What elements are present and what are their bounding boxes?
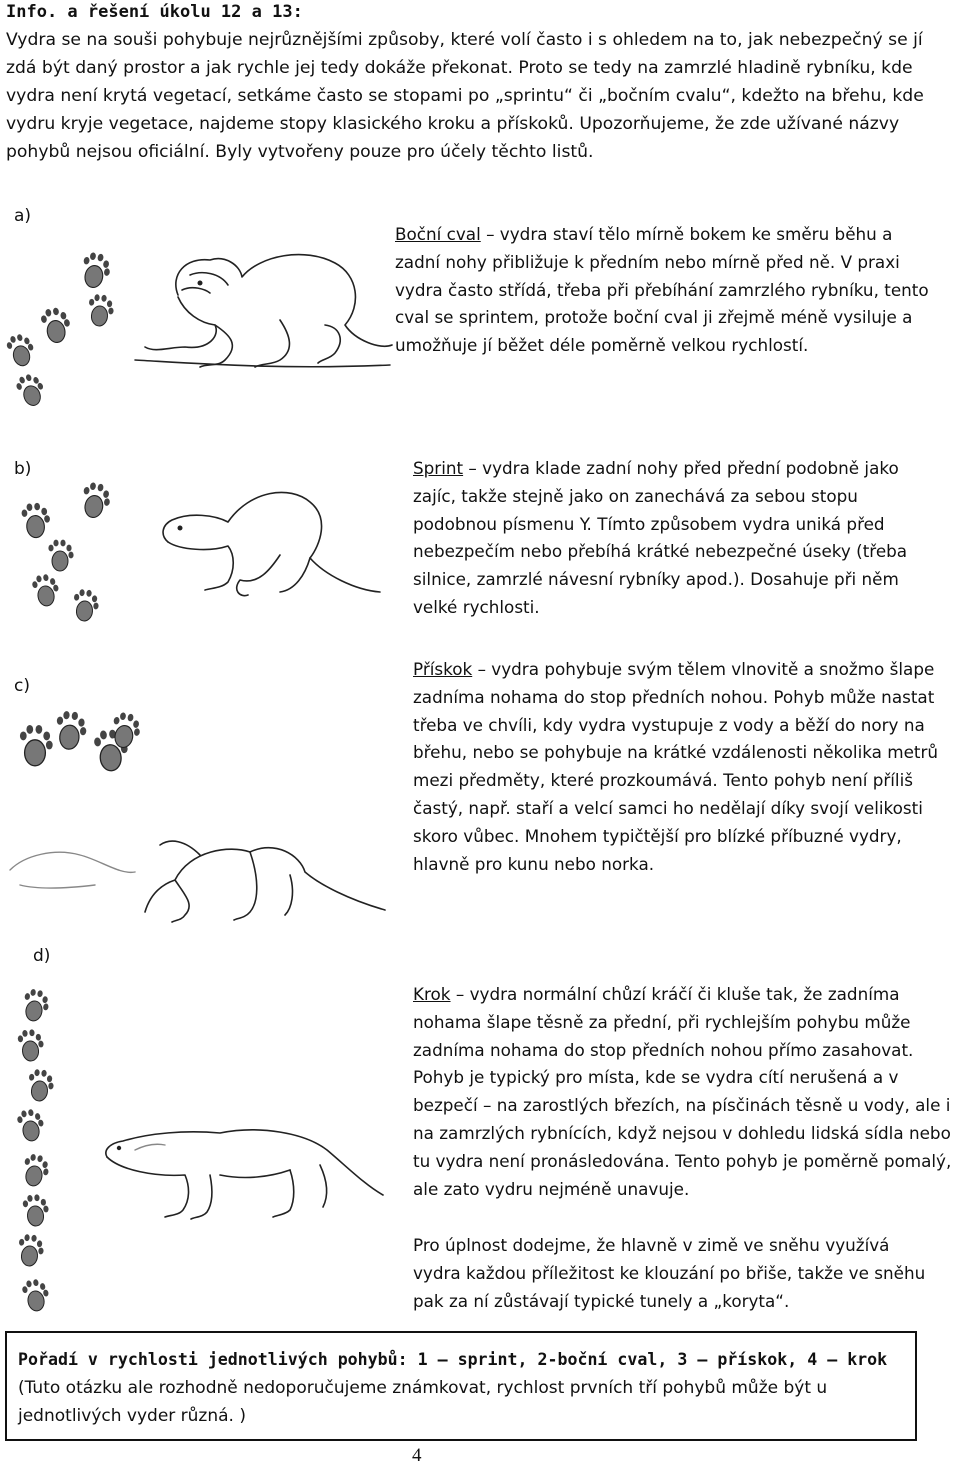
footprint-mark: [31, 572, 61, 607]
section-c-term: Přískok: [413, 659, 473, 679]
footprint-mark: [22, 1193, 50, 1226]
section-d-label: d): [33, 946, 51, 966]
footprint-mark: [79, 251, 112, 290]
footprint-mark: [39, 306, 72, 345]
footprint-mark: [87, 294, 115, 327]
footprint-mark: [16, 1107, 46, 1142]
footprint-mark: [21, 1277, 51, 1312]
intro-heading: Info. a řešení úkolu 12 a 13:: [6, 2, 303, 22]
otter-bounding-illustration: [0, 800, 390, 935]
footprint-mark: [54, 710, 87, 750]
section-d-text: – vydra normální chůzí kráčí či kluše tak, že zadníma nohama šlape těsně za přední, při rychlejším pohybu může zadníma nohama do stop předních nohou přímo zasahovat. Pohyb je typický pro místa, kde se vydra cítí nerušená a v bezpečí – na zarostlých březích, na písčinách těsně u vody, ale i na zamrzlých rybnících, když nejsou v dohledu lidská sídla nebo tu vydra není pronásledována. Tento pohyb je poměrně pomalý, ale zato vydru nejméně unavuje.: [413, 984, 952, 1199]
otter-sprint-illustration: [140, 480, 380, 615]
otter-walk-illustration: [95, 1115, 385, 1225]
footprint-mark: [21, 1153, 51, 1188]
footprint-mark: [17, 1234, 45, 1267]
footprint-mark: [14, 371, 48, 409]
footprint-mark: [5, 332, 37, 369]
intro-paragraph: Vydra se na souši pohybuje nejrůznějšími způsoby, které volí často i s ohledem na to, jak nebezpečný se jí zdá být daný prostor a jak rychle jej tedy dokáže překonat. Proto se tedy na zamrzlé hladině rybníku, kde vydra není krytá vegetací, setkáme často se stopami po „sprintu“ či „bočním cvalu“, kdežto na břehu, kde vydru kryje vegetace, najdeme stopy klasického kroku a přískoků. Upozorňujeme, že zde užívané názvy pohybů nejsou oficiální. Byly vytvořeny pouze pro účely těchto listů.: [6, 30, 924, 162]
footprint-mark: [109, 711, 142, 750]
otter-lateral-gallop-illustration: [130, 235, 390, 385]
summary-note: (Tuto otázku ale rozhodně nedoporučujeme známkovat, rychlost prvních tří pohybů může být u jednotlivých vyder různá. ): [18, 1378, 828, 1426]
footprints-b-illustration: [10, 480, 125, 630]
section-a-label: a): [14, 206, 32, 226]
page-number: 4: [412, 1445, 422, 1466]
summary-box: [5, 1331, 917, 1441]
section-b-label: b): [14, 459, 32, 479]
footprint-mark: [72, 589, 100, 622]
footprint-mark: [17, 1028, 45, 1061]
footprint-mark: [20, 725, 53, 766]
extra-note: Pro úplnost dodejme, že hlavně v zimě ve sněhu využívá vydra každou příležitost ke klouzání po břiše, takže ve sněhu pak za ní zůstávají typické tunely a „koryta“.: [413, 1235, 926, 1311]
section-b-description: [413, 455, 943, 622]
footprint-mark: [79, 481, 112, 520]
footprints-c-illustration: [15, 705, 140, 795]
section-d-term: Krok: [413, 984, 451, 1004]
summary-ranking: Pořadí v rychlosti jednotlivých pohybů: 1 – sprint, 2-boční cval, 3 – přískok, 4 – krok: [18, 1350, 888, 1369]
section-d-description: [413, 981, 958, 1203]
footprints-d-illustration: [5, 985, 65, 1325]
section-c-text: – vydra pohybuje svým tělem vlnovitě a snožmo šlape zadníma nohama do stop předních nohou. Pohyb může nastat třeba ve chvíli, kdy vydra vystupuje z vody a běží do nory na břehu, nebo se pohybuje na krátké vzdálenosti několika metrů mezi předměty, které prozkoumává. Tento pohyb není příliš častý, např. staří a velcí samci ho nedělají díky svojí velikosti skoro vůbec. Mnohem typičtější pro blízké příbuzné vydry, hlavně pro kunu nebo norka.: [413, 659, 939, 874]
section-b-term: Sprint: [413, 458, 464, 478]
footprint-mark: [27, 1069, 55, 1102]
footprint-mark: [21, 502, 52, 539]
footprint-mark: [21, 988, 51, 1023]
section-c-label: c): [14, 676, 30, 696]
section-c-description: [413, 656, 958, 878]
footprints-a-illustration: [0, 240, 130, 410]
section-a-text: – vydra staví tělo mírně bokem ke směru běhu a zadní nohy přibližuje k předním nebo mírně před ně. V praxi vydra často střídá, třeba při přebíhání zamrzlého rybníku, tento cval se sprintem, protože boční cval ji zřejmě méně vysiluje a umožňuje jí běžet déle poměrně velkou rychlostí.: [395, 224, 929, 356]
section-a-term: Boční cval: [395, 224, 481, 244]
section-b-text: – vydra klade zadní nohy před přední podobně jako zajíc, takže stejně jako on zanechává za sebou stopu podobnou písmenu Y. Tímto způsobem vydra uniká před nebezpečím nebo přebíhá krátké nebezpečné úseky (třeba silnice, zamrzlé návesní rybníky apod.). Dosahuje při něm velké rychlosti.: [413, 458, 908, 617]
section-a-description: [395, 221, 935, 360]
footprint-mark: [48, 540, 73, 571]
